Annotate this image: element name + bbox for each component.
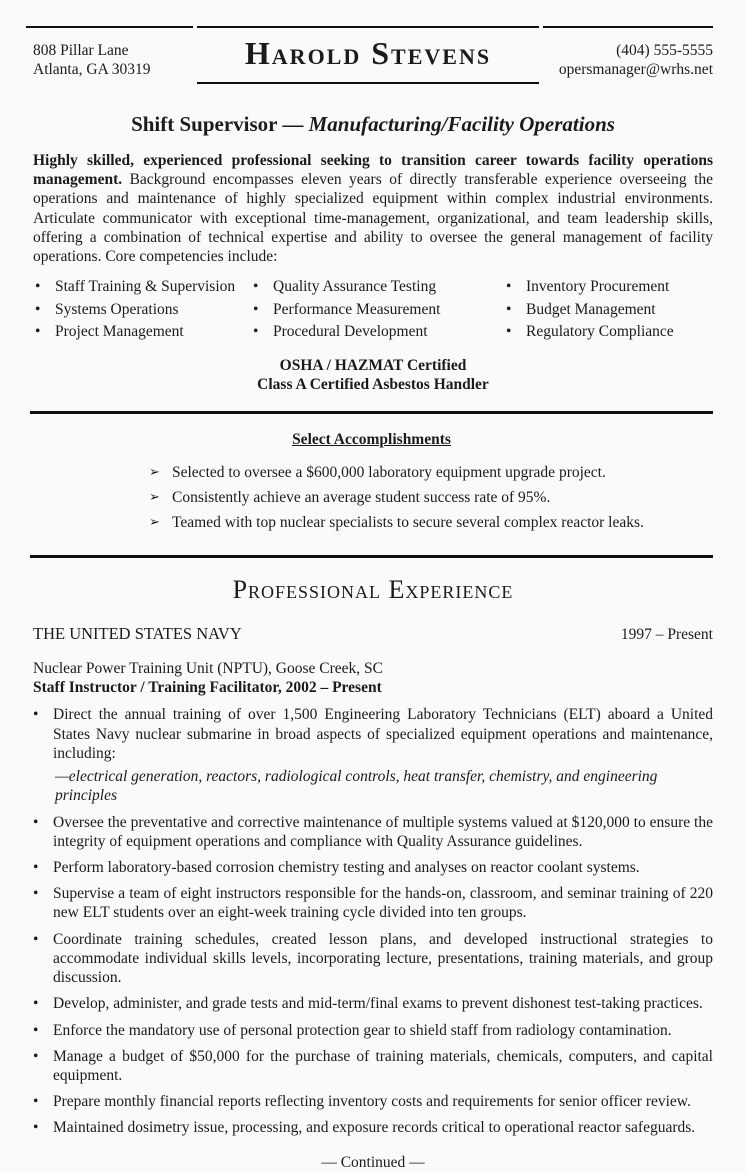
arrow-bullet-icon: ➢: [149, 488, 160, 504]
competency-label: Budget Management: [526, 300, 656, 318]
competency-item: [35, 300, 253, 319]
accomplishment-text: Consistently achieve an average student success rate of 95%.: [172, 488, 551, 506]
duty-text: Coordinate training schedules, created lesson plans, and developed instructional strategies to accommodate individual skills levels, incorporating lecture, presentations, training materials, and group discussion.: [53, 930, 713, 987]
accomplishment-text: Selected to oversee a $600,000 laboratory equipment upgrade project.: [172, 463, 606, 481]
summary-paragraph: [33, 151, 713, 266]
bullet-icon: •: [33, 858, 39, 876]
certification-line: OSHA / HAZMAT Certified: [279, 357, 467, 374]
position-title-line: Staff Instructor / Training Facilitator, 2002 – Present: [33, 679, 382, 697]
certifications-block: [0, 356, 746, 394]
accomplishment-item: [149, 488, 713, 507]
bullet-icon: •: [33, 813, 39, 831]
email-address: opersmanager@wrhs.net: [558, 61, 713, 79]
bullet-icon: •: [33, 995, 39, 1013]
competency-item: [35, 277, 253, 296]
bullet-icon: •: [253, 300, 259, 318]
bullet-icon: •: [33, 1119, 39, 1137]
competency-label: Performance Measurement: [273, 300, 441, 318]
bullet-icon: •: [253, 278, 259, 296]
bullet-icon: •: [253, 322, 259, 340]
header-contact-block: [543, 26, 713, 79]
employment-dates: 1997 – Present: [620, 625, 713, 643]
competency-item: [253, 277, 506, 296]
bullet-icon: •: [33, 1047, 39, 1065]
bullet-icon: •: [35, 278, 41, 296]
summary-lead-sentence: Highly skilled, experienced professional seeking to transition career towards facility operations management.: [33, 152, 713, 189]
competency-item: [506, 277, 713, 296]
duty-text: Maintained dosimetry issue, processing, and exposure records critical to operational reactor safeguards.: [53, 1119, 696, 1137]
duty-item: [33, 994, 713, 1013]
duty-item: [33, 813, 713, 851]
bullet-icon: •: [506, 278, 512, 296]
employer-name: THE UNITED STATES NAVY: [33, 623, 242, 643]
arrow-bullet-icon: ➢: [149, 463, 160, 479]
address-line-1: 808 Pillar Lane: [33, 42, 129, 59]
phone-number: (404) 555-5555: [616, 42, 713, 59]
duty-item: [33, 1092, 713, 1111]
competency-label: Staff Training & Supervision: [55, 278, 236, 296]
competency-column-3: [506, 277, 713, 344]
duty-text: Supervise a team of eight instructors responsible for the hands-on, classroom, and seminar training of 220 new ELT students over an eight-week training cycle divided into ten groups.: [53, 885, 713, 922]
competency-item: [506, 300, 713, 319]
competency-label: Procedural Development: [273, 322, 428, 340]
duty-item: [33, 1118, 713, 1137]
address-line-2: Atlanta, GA 30319: [33, 61, 151, 79]
duty-item: [33, 930, 713, 988]
header-name-cell: [197, 26, 539, 84]
duty-item: [33, 858, 713, 877]
bullet-icon: •: [35, 322, 41, 340]
experience-section-heading: Professional Experience: [232, 575, 514, 605]
duties-list: [33, 705, 713, 1137]
certification-line: Class A Certified Asbestos Handler: [257, 376, 489, 394]
competency-item: [253, 322, 506, 341]
bullet-icon: •: [35, 300, 41, 318]
competency-label: Inventory Procurement: [526, 278, 670, 296]
continued-marker: — Continued —: [321, 1153, 425, 1171]
bullet-icon: •: [33, 1021, 39, 1039]
duty-text: Oversee the preventative and corrective maintenance of multiple systems valued at $120,000 to ensure the integrity of equipment operations and compliance with Quality Assurance guidelines.: [53, 813, 713, 850]
duty-text: Enforce the mandatory use of personal protection gear to shield staff from radiology contamination.: [53, 1021, 672, 1039]
resume-objective-title: [33, 111, 713, 137]
bullet-icon: •: [33, 885, 39, 903]
duty-text: Develop, administer, and grade tests and mid-term/final exams to prevent dishonest test-taking practices.: [53, 995, 703, 1013]
accomplishment-item: [149, 513, 713, 532]
competency-label: Regulatory Compliance: [526, 322, 674, 340]
title-role: Shift Supervisor —: [131, 112, 304, 136]
resume-header: [26, 26, 713, 84]
duty-text: Prepare monthly financial reports reflecting inventory costs and requirements for senior officer review.: [53, 1093, 691, 1111]
duty-item: [33, 1021, 713, 1040]
competency-item: [35, 322, 253, 341]
duty-item: [33, 705, 713, 805]
summary-body-text: Background encompasses eleven years of directly transferable experience overseeing the operations and maintenance of highly specialized equipment within complex industrial environments. Articulate communicator with exceptional time-management, organizational, and team leadership skills, offering a combination of technical expertise and ability to oversee the general management of facility operations. Core competencies include:: [33, 171, 714, 266]
title-field: Manufacturing/Facility Operations: [308, 112, 615, 136]
duty-main-text: Direct the annual training of over 1,500 Engineering Laboratory Technicians (ELT) aboard a United States Navy nuclear submarine in broad aspects of specialized equipment operations and maintenance, including:: [53, 706, 713, 762]
duty-text: Perform laboratory-based corrosion chemistry testing and analyses on reactor coolant systems.: [53, 858, 640, 876]
arrow-bullet-icon: ➢: [149, 514, 160, 530]
duty-item: [33, 884, 713, 922]
duty-text: [53, 705, 713, 805]
competency-item: [506, 322, 713, 341]
accomplishments-list: [30, 463, 713, 533]
bullet-icon: •: [33, 1093, 39, 1111]
header-address-block: [26, 26, 193, 79]
competency-item: [253, 300, 506, 319]
duty-item: [33, 1047, 713, 1085]
competency-label: Project Management: [55, 322, 184, 340]
bullet-icon: •: [33, 930, 39, 948]
bullet-icon: •: [506, 300, 512, 318]
select-accomplishments-section: [30, 411, 713, 558]
accomplishment-text: Teamed with top nuclear specialists to secure several complex reactor leaks.: [172, 514, 644, 532]
competency-label: Systems Operations: [55, 300, 179, 318]
competency-column-1: [35, 277, 253, 344]
competency-label: Quality Assurance Testing: [273, 278, 437, 296]
accomplishment-item: [149, 463, 713, 482]
resume-page: [0, 26, 746, 1171]
competency-column-2: [253, 277, 506, 344]
bullet-icon: •: [33, 706, 39, 724]
accomplishments-heading: Select Accomplishments: [292, 431, 451, 449]
employer-row: [33, 624, 713, 644]
duty-sub-italic: —electrical generation, reactors, radiological controls, heat transfer, chemistry, and engineering principles: [55, 768, 658, 805]
person-name: Harold Stevens: [244, 35, 492, 71]
bullet-icon: •: [506, 322, 512, 340]
duty-text: Manage a budget of $50,000 for the purchase of training materials, chemicals, computers, and capital equipment.: [53, 1047, 713, 1084]
core-competencies: [35, 277, 713, 344]
unit-location-line: Nuclear Power Training Unit (NPTU), Goose Creek, SC: [33, 660, 384, 677]
